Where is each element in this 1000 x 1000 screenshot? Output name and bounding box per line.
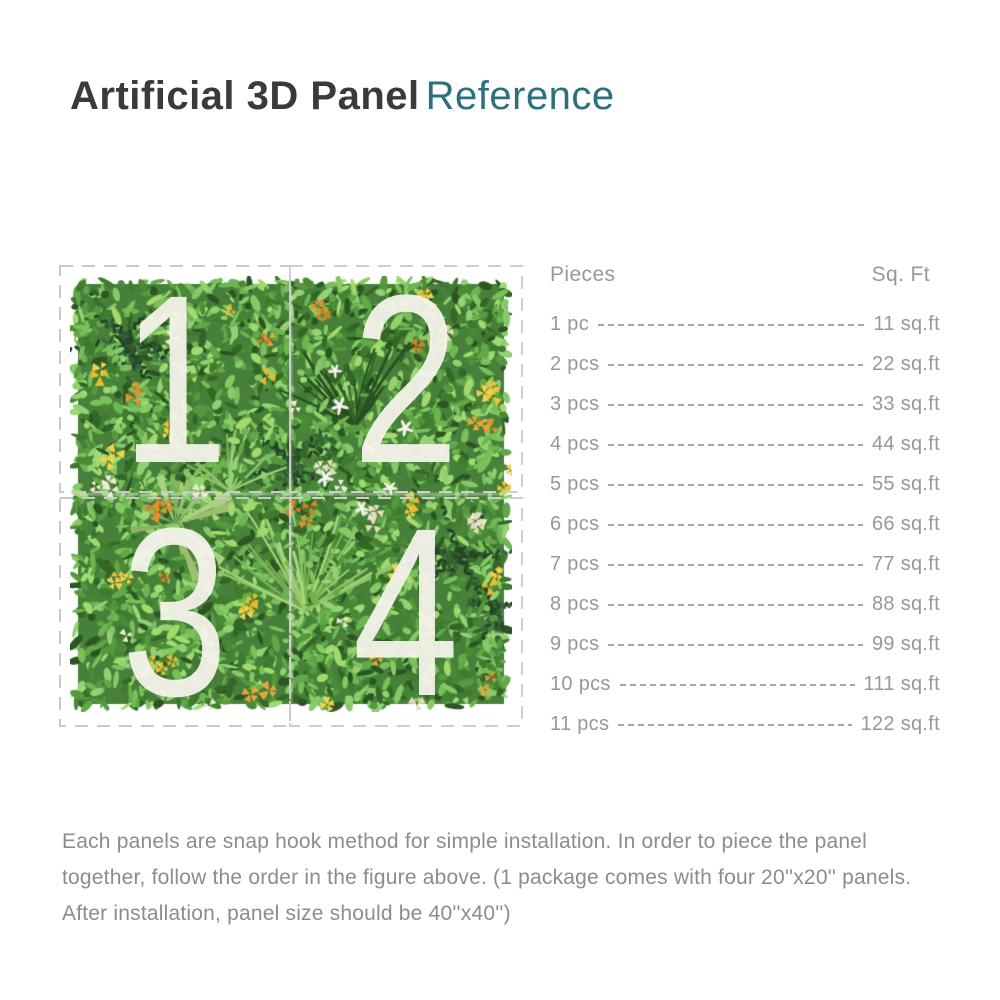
- row-sqft: 99 sq.ft: [872, 632, 940, 655]
- row-sqft: 111 sq.ft: [863, 672, 940, 695]
- table-rows: [550, 304, 940, 744]
- table-row: [550, 424, 940, 464]
- panel-figure: [58, 245, 524, 746]
- table-row: [550, 584, 940, 624]
- row-pieces: 7 pcs: [550, 552, 600, 575]
- row-dash-divider: [608, 564, 863, 566]
- table-header: [550, 262, 940, 288]
- row-sqft: 88 sq.ft: [872, 592, 940, 615]
- row-sqft: 22 sq.ft: [872, 352, 940, 375]
- column-header-sqft: Sq. Ft: [871, 263, 930, 286]
- panel-dashed-borders: [58, 264, 524, 728]
- table-row: [550, 504, 940, 544]
- row-dash-divider: [608, 444, 863, 446]
- row-pieces: 2 pcs: [550, 352, 600, 375]
- page-title: [70, 74, 615, 119]
- row-dash-divider: [608, 604, 863, 606]
- dashed-border-q1: [60, 266, 290, 492]
- table-row: [550, 304, 940, 344]
- title-accent: Reference: [425, 74, 615, 118]
- table-row: [550, 344, 940, 384]
- table-row: [550, 464, 940, 504]
- row-pieces: 11 pcs: [550, 712, 610, 735]
- row-dash-divider: [608, 484, 863, 486]
- panel-number-4-label: 4: [352, 478, 460, 746]
- row-sqft: 66 sq.ft: [872, 512, 940, 535]
- row-dash-divider: [620, 684, 855, 686]
- installation-note: Each panels are snap hook method for simple installation. In order to piece the panel together, follow the order in the figure above. (1 package comes with four 20''x20'' panels. After installation, panel size should be 40''x40''): [62, 830, 912, 925]
- row-sqft: 55 sq.ft: [872, 472, 940, 495]
- row-sqft: 77 sq.ft: [872, 552, 940, 575]
- row-dash-divider: [608, 404, 863, 406]
- panel-number-1-label: 1: [121, 245, 229, 513]
- row-dash-divider: [608, 364, 863, 366]
- dashed-border-q2: [290, 266, 522, 492]
- row-sqft: 122 sq.ft: [860, 712, 940, 735]
- dashed-border-q3: [60, 498, 290, 726]
- table-row: [550, 704, 940, 744]
- row-dash-divider: [608, 644, 863, 646]
- table-row: [550, 624, 940, 664]
- panel-number-2-label: 2: [352, 245, 460, 513]
- row-dash-divider: [618, 724, 851, 726]
- row-sqft: 33 sq.ft: [872, 392, 940, 415]
- row-pieces: 5 pcs: [550, 472, 600, 495]
- row-pieces: 8 pcs: [550, 592, 600, 615]
- row-pieces: 3 pcs: [550, 392, 600, 415]
- table-row: [550, 664, 940, 704]
- row-pieces: 9 pcs: [550, 632, 600, 655]
- table-row: [550, 384, 940, 424]
- column-header-pieces: Pieces: [550, 263, 616, 286]
- pieces-table: [550, 262, 940, 744]
- panel-number-3-label: 3: [121, 478, 229, 746]
- row-sqft: 11 sq.ft: [873, 312, 940, 335]
- row-pieces: 4 pcs: [550, 432, 600, 455]
- row-sqft: 44 sq.ft: [872, 432, 940, 455]
- row-pieces: 10 pcs: [550, 672, 611, 695]
- table-row: [550, 544, 940, 584]
- row-dash-divider: [608, 524, 863, 526]
- title-main: Artificial 3D Panel: [70, 74, 420, 118]
- row-pieces: 6 pcs: [550, 512, 600, 535]
- dashed-border-q4: [290, 498, 522, 726]
- row-dash-divider: [598, 324, 864, 326]
- row-pieces: 1 pc: [550, 312, 590, 335]
